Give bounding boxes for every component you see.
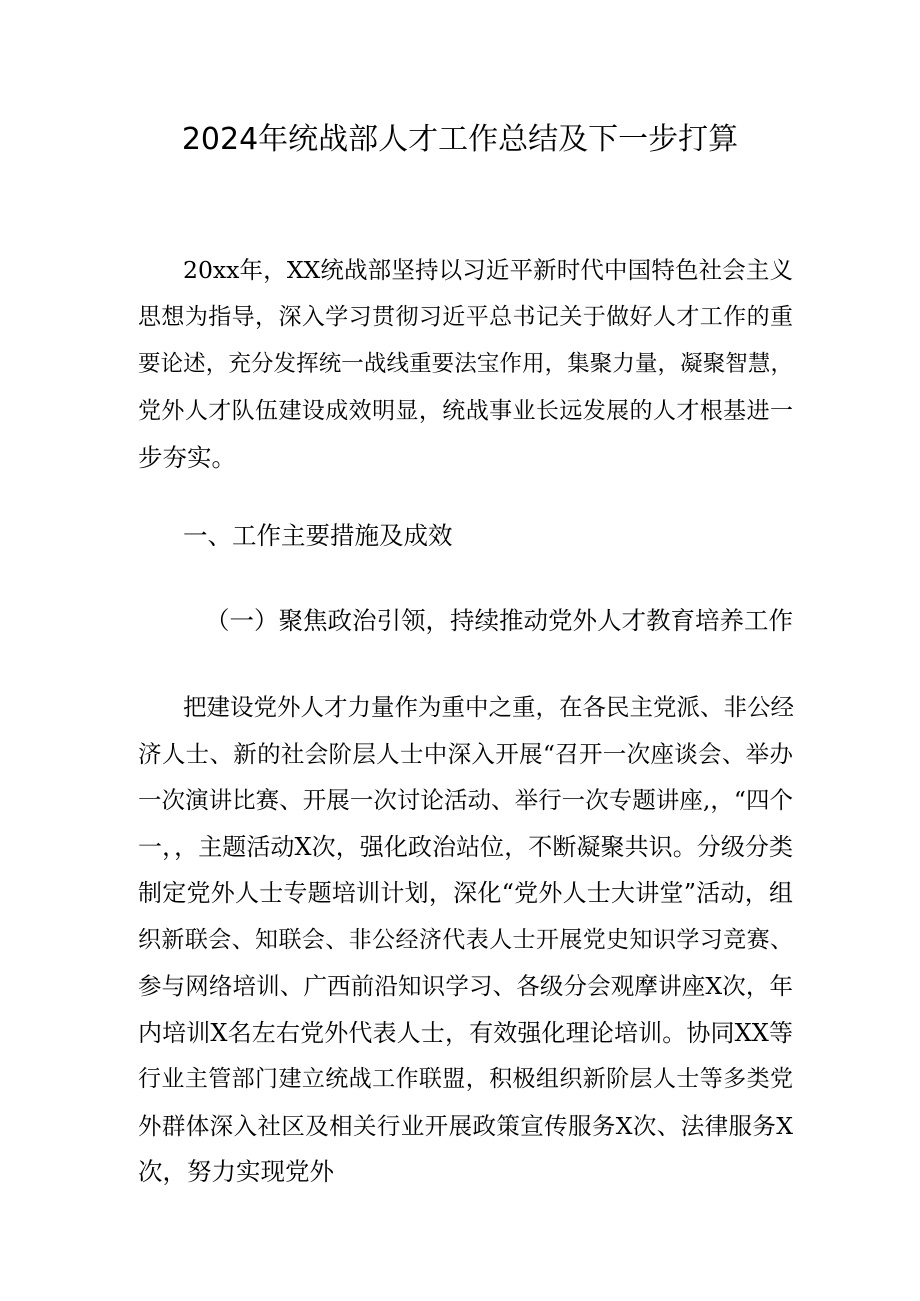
body-line: 制定党外人士专题培训计划，深化“党外人士大讲堂”活动，组 bbox=[138, 879, 793, 907]
body-line: 把建设党外人才力量作为重中之重，在各民主党派、非公经 bbox=[183, 693, 794, 721]
intro-line: 步夯实。 bbox=[138, 443, 236, 472]
body-line: 外群体深入社区及相关行业开展政策宣传服务X次、法律服务X bbox=[138, 1112, 793, 1140]
intro-line: 思想为指导，深入学习贯彻习近平总书记关于做好人才工作的重 bbox=[138, 304, 793, 330]
body-line: 次，努力实现党外 bbox=[138, 1157, 334, 1186]
intro-line: 20xx年，XX统战部坚持以习近平新时代中国特色社会主义 bbox=[183, 256, 793, 284]
document-title: 2024年统战部人才工作总结及下一步打算 bbox=[181, 122, 739, 157]
body-line: 内培训X名左右党外代表人士，有效强化理论培训。协同XX等 bbox=[138, 1019, 793, 1047]
body-line: 一次演讲比赛、开展一次讨论活动、举行一次专题讲座,，“四个 bbox=[138, 786, 793, 814]
section-heading: 一、工作主要措施及成效 bbox=[183, 521, 453, 550]
body-line: 行业主管部门建立统战工作联盟，积极组织新阶层人士等多类党 bbox=[138, 1066, 793, 1092]
body-line: 织新联会、知联会、非公经济代表人士开展党史知识学习竞赛、 bbox=[138, 927, 793, 953]
body-line: 济人士、新的社会阶层人士中深入开展“召开一次座谈会、举办 bbox=[138, 740, 793, 768]
intro-line: 党外人才队伍建设成效明显，统战事业长远发展的人才根基进一 bbox=[138, 398, 793, 424]
subsection-heading: （一）聚焦政治引领，持续推动党外人才教育培养工作 bbox=[205, 606, 793, 635]
body-line: 参与网络培训、广西前沿知识学习、各级分会观摩讲座X次，年 bbox=[138, 972, 793, 1000]
body-line: 一，，主题活动X次，强化政治站位，不断凝聚共识。分级分类 bbox=[138, 833, 793, 861]
intro-line: 要论述，充分发挥统一战线重要法宝作用，集聚力量，凝聚智慧， bbox=[138, 351, 793, 377]
